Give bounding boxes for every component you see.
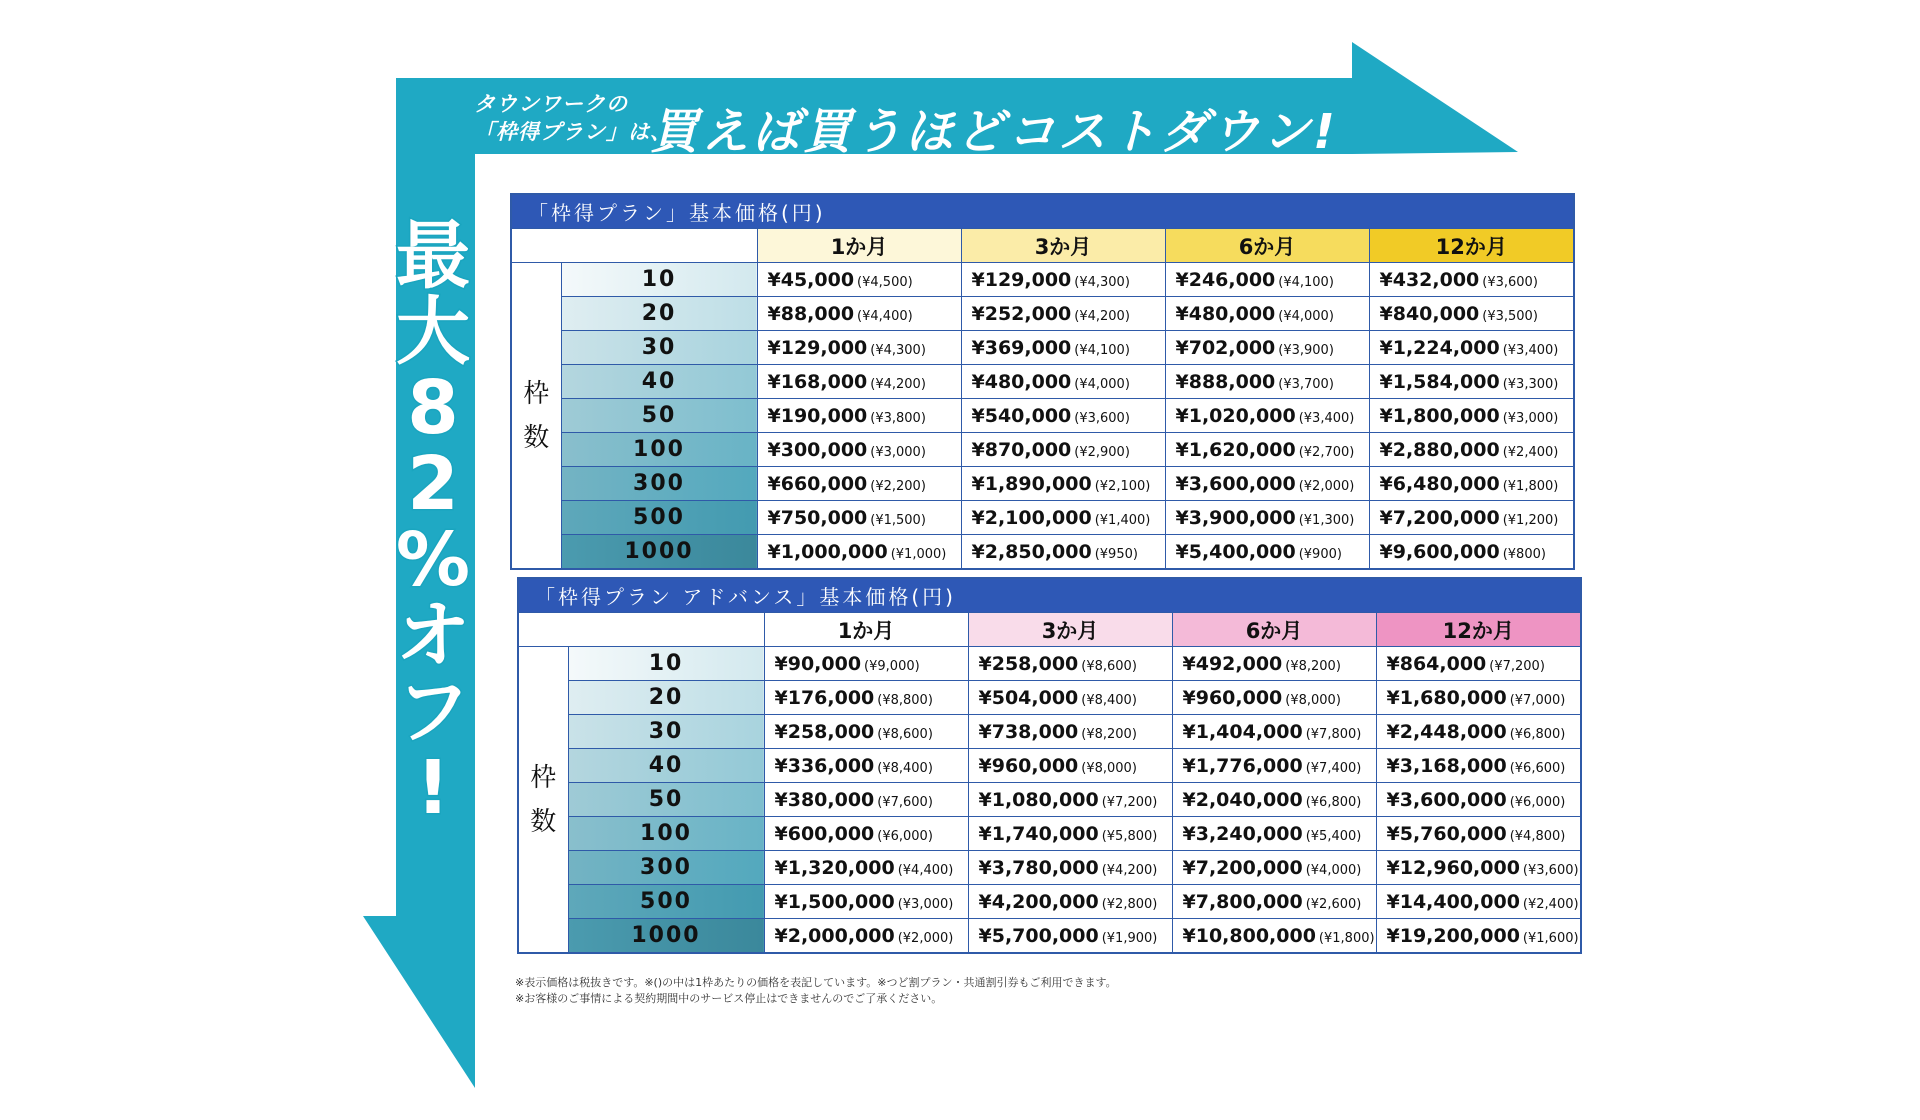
unit-price: (¥6,800) — [1305, 794, 1362, 810]
price-cell — [1172, 919, 1376, 954]
total-price: ¥888,000 — [1175, 370, 1276, 393]
price-cell — [757, 535, 961, 570]
slot-count: 30 — [561, 331, 757, 365]
total-price: ¥336,000 — [774, 754, 875, 777]
total-price: ¥3,600,000 — [1175, 472, 1296, 495]
unit-price: (¥2,600) — [1305, 896, 1362, 912]
price-cell — [1172, 681, 1376, 715]
unit-price: (¥3,800) — [870, 410, 926, 426]
unit-price: (¥4,300) — [870, 342, 926, 358]
price-cell — [1165, 501, 1369, 535]
header-blank — [518, 613, 764, 647]
total-price: ¥2,100,000 — [971, 506, 1092, 529]
price-cell — [968, 851, 1172, 885]
total-price: ¥3,168,000 — [1386, 754, 1507, 777]
table-row — [518, 851, 1581, 885]
unit-price: (¥8,400) — [877, 760, 933, 776]
unit-price: (¥5,800) — [1101, 828, 1158, 844]
total-price: ¥14,400,000 — [1386, 890, 1520, 913]
price-cell — [961, 365, 1165, 399]
price-cell — [1165, 535, 1369, 570]
unit-price: (¥2,000) — [1298, 478, 1355, 494]
price-cell — [1165, 365, 1369, 399]
price-cell — [764, 715, 968, 749]
price-cell — [1369, 399, 1574, 433]
unit-price: (¥2,400) — [1502, 444, 1559, 460]
total-price: ¥960,000 — [1182, 686, 1283, 709]
total-price: ¥480,000 — [1175, 302, 1276, 325]
total-price: ¥492,000 — [1182, 652, 1283, 675]
unit-price: (¥2,800) — [1101, 896, 1158, 912]
total-price: ¥258,000 — [978, 652, 1079, 675]
unit-price: (¥2,900) — [1074, 444, 1130, 460]
slogan-char: 8 — [407, 365, 459, 451]
unit-price: (¥2,200) — [870, 478, 926, 494]
price-cell — [968, 749, 1172, 783]
slogan-char: 大 — [396, 289, 470, 375]
price-cell — [968, 817, 1172, 851]
slot-count: 100 — [568, 817, 764, 851]
price-cell — [1165, 331, 1369, 365]
heading-plan-name: 「枠得プラン」は、 — [474, 120, 672, 144]
slot-count: 1000 — [568, 919, 764, 954]
total-price: ¥3,780,000 — [978, 856, 1099, 879]
slogan-char: ! — [416, 745, 450, 831]
price-cell — [1172, 851, 1376, 885]
unit-price: (¥7,400) — [1305, 760, 1362, 776]
slot-count-label-text: 枠数 — [530, 762, 557, 837]
price-cell — [1376, 749, 1581, 783]
unit-price: (¥3,600) — [1074, 410, 1130, 426]
total-price: ¥190,000 — [767, 404, 868, 427]
price-cell — [961, 433, 1165, 467]
unit-price: (¥5,400) — [1305, 828, 1362, 844]
slot-count: 50 — [568, 783, 764, 817]
unit-price: (¥4,800) — [1509, 828, 1566, 844]
total-price: ¥380,000 — [774, 788, 875, 811]
price-cell — [961, 331, 1165, 365]
price-cell — [1376, 647, 1581, 681]
unit-price: (¥2,700) — [1298, 444, 1355, 460]
total-price: ¥870,000 — [971, 438, 1072, 461]
total-price: ¥480,000 — [971, 370, 1072, 393]
total-price: ¥1,000,000 — [767, 540, 888, 563]
slot-count: 50 — [561, 399, 757, 433]
price-cell — [1376, 715, 1581, 749]
unit-price: (¥4,100) — [1278, 274, 1334, 290]
slot-count: 1000 — [561, 535, 757, 570]
total-price: ¥45,000 — [767, 268, 855, 291]
price-cell — [764, 919, 968, 954]
unit-price: (¥3,300) — [1502, 376, 1559, 392]
total-price: ¥1,584,000 — [1379, 370, 1500, 393]
slot-count: 300 — [561, 467, 757, 501]
table-row — [511, 433, 1574, 467]
unit-price: (¥4,400) — [897, 862, 954, 878]
total-price: ¥2,850,000 — [971, 540, 1092, 563]
slogan-char: フ — [396, 669, 470, 755]
total-price: ¥738,000 — [978, 720, 1079, 743]
price-cell — [1172, 885, 1376, 919]
unit-price: (¥8,000) — [1285, 692, 1341, 708]
total-price: ¥300,000 — [767, 438, 868, 461]
unit-price: (¥2,000) — [897, 930, 954, 946]
unit-price: (¥4,300) — [1074, 274, 1130, 290]
price-cell — [764, 647, 968, 681]
unit-price: (¥1,500) — [870, 512, 926, 528]
footnote-suspension: ※お客様のご事情による契約期間中のサービス停止はできませんのでご了承ください。 — [515, 992, 943, 1005]
total-price: ¥7,200,000 — [1182, 856, 1303, 879]
total-price: ¥432,000 — [1379, 268, 1480, 291]
total-price: ¥960,000 — [978, 754, 1079, 777]
price-cell — [1376, 681, 1581, 715]
unit-price: (¥2,100) — [1094, 478, 1151, 494]
slot-count: 500 — [561, 501, 757, 535]
unit-price: (¥4,200) — [1074, 308, 1130, 324]
slot-count-label — [518, 647, 568, 954]
standard-plan-table — [510, 193, 1575, 570]
unit-price: (¥4,000) — [1278, 308, 1334, 324]
price-cell — [961, 297, 1165, 331]
slogan-char: オ — [396, 593, 470, 679]
slot-count: 10 — [561, 263, 757, 297]
table-row — [511, 467, 1574, 501]
price-cell — [1172, 715, 1376, 749]
price-cell — [1376, 783, 1581, 817]
price-cell — [1369, 297, 1574, 331]
total-price: ¥10,800,000 — [1182, 924, 1316, 947]
total-price: ¥3,900,000 — [1175, 506, 1296, 529]
slot-count: 20 — [561, 297, 757, 331]
period-header-row — [511, 229, 1574, 263]
unit-price: (¥4,100) — [1074, 342, 1130, 358]
total-price: ¥369,000 — [971, 336, 1072, 359]
unit-price: (¥3,000) — [1502, 410, 1559, 426]
unit-price: (¥2,400) — [1522, 896, 1579, 912]
price-cell — [1369, 263, 1574, 297]
price-cell — [961, 535, 1165, 570]
unit-price: (¥8,200) — [1285, 658, 1341, 674]
slot-count-label-text: 枠数 — [523, 378, 550, 453]
price-cell — [961, 467, 1165, 501]
total-price: ¥129,000 — [767, 336, 868, 359]
total-price: ¥5,400,000 — [1175, 540, 1296, 563]
unit-price: (¥4,400) — [857, 308, 913, 324]
footnotes — [515, 975, 1117, 1007]
price-cell — [1369, 501, 1574, 535]
slot-count: 300 — [568, 851, 764, 885]
total-price: ¥540,000 — [971, 404, 1072, 427]
unit-price: (¥7,200) — [1101, 794, 1158, 810]
table-title: 「枠得プラン」基本価格(円) — [511, 194, 1574, 229]
price-cell — [961, 501, 1165, 535]
unit-price: (¥4,000) — [1074, 376, 1130, 392]
slogan-char: % — [395, 517, 471, 603]
heading-cost-down: 買えば買うほどコストダウン! — [650, 104, 1338, 160]
total-price: ¥258,000 — [774, 720, 875, 743]
total-price: ¥2,040,000 — [1182, 788, 1303, 811]
price-cell — [1369, 467, 1574, 501]
table-row — [511, 365, 1574, 399]
unit-price: (¥3,000) — [897, 896, 954, 912]
period-header: 6か月 — [1165, 229, 1369, 263]
total-price: ¥660,000 — [767, 472, 868, 495]
price-cell — [968, 885, 1172, 919]
period-header: 12か月 — [1376, 613, 1581, 647]
slot-count: 20 — [568, 681, 764, 715]
total-price: ¥1,320,000 — [774, 856, 895, 879]
total-price: ¥1,890,000 — [971, 472, 1092, 495]
price-cell — [757, 263, 961, 297]
price-cell — [1376, 885, 1581, 919]
total-price: ¥1,740,000 — [978, 822, 1099, 845]
total-price: ¥252,000 — [971, 302, 1072, 325]
unit-price: (¥4,200) — [870, 376, 926, 392]
unit-price: (¥6,000) — [1509, 794, 1566, 810]
total-price: ¥5,760,000 — [1386, 822, 1507, 845]
price-cell — [1165, 263, 1369, 297]
table-row — [518, 715, 1581, 749]
total-price: ¥1,680,000 — [1386, 686, 1507, 709]
total-price: ¥600,000 — [774, 822, 875, 845]
total-price: ¥1,404,000 — [1182, 720, 1303, 743]
price-cell — [764, 817, 968, 851]
total-price: ¥2,880,000 — [1379, 438, 1500, 461]
unit-price: (¥3,600) — [1522, 862, 1579, 878]
unit-price: (¥8,600) — [877, 726, 933, 742]
period-header: 6か月 — [1172, 613, 1376, 647]
table-row — [511, 501, 1574, 535]
price-cell — [1172, 817, 1376, 851]
price-cell — [1172, 783, 1376, 817]
table-title: 「枠得プラン アドバンス」基本価格(円) — [518, 578, 1581, 613]
price-cell — [757, 467, 961, 501]
period-header: 1か月 — [757, 229, 961, 263]
price-cell — [764, 681, 968, 715]
period-header: 3か月 — [961, 229, 1165, 263]
unit-price: (¥800) — [1502, 546, 1546, 562]
table-row — [518, 749, 1581, 783]
price-cell — [1165, 297, 1369, 331]
period-header: 3か月 — [968, 613, 1172, 647]
unit-price: (¥7,000) — [1509, 692, 1566, 708]
unit-price: (¥7,600) — [877, 794, 933, 810]
unit-price: (¥950) — [1094, 546, 1138, 562]
unit-price: (¥6,000) — [877, 828, 933, 844]
period-header: 12か月 — [1369, 229, 1574, 263]
total-price: ¥176,000 — [774, 686, 875, 709]
total-price: ¥1,020,000 — [1175, 404, 1296, 427]
unit-price: (¥1,000) — [890, 546, 947, 562]
total-price: ¥88,000 — [767, 302, 855, 325]
vertical-slogan — [378, 213, 488, 831]
total-price: ¥504,000 — [978, 686, 1079, 709]
total-price: ¥4,200,000 — [978, 890, 1099, 913]
unit-price: (¥8,000) — [1081, 760, 1137, 776]
slogan-char: 最 — [396, 213, 470, 299]
table-row — [518, 817, 1581, 851]
total-price: ¥246,000 — [1175, 268, 1276, 291]
unit-price: (¥8,200) — [1081, 726, 1137, 742]
table-row — [511, 263, 1574, 297]
total-price: ¥1,620,000 — [1175, 438, 1296, 461]
unit-price: (¥3,500) — [1482, 308, 1538, 324]
total-price: ¥1,500,000 — [774, 890, 895, 913]
unit-price: (¥1,800) — [1318, 930, 1375, 946]
slot-count-label — [511, 263, 561, 570]
slogan-char: 2 — [407, 441, 459, 527]
table-row — [511, 297, 1574, 331]
unit-price: (¥1,600) — [1522, 930, 1579, 946]
unit-price: (¥3,700) — [1278, 376, 1334, 392]
price-cell — [1369, 331, 1574, 365]
unit-price: (¥8,400) — [1081, 692, 1137, 708]
total-price: ¥750,000 — [767, 506, 868, 529]
unit-price: (¥8,800) — [877, 692, 933, 708]
price-cell — [1376, 919, 1581, 954]
unit-price: (¥3,000) — [870, 444, 926, 460]
slot-count: 30 — [568, 715, 764, 749]
price-cell — [968, 919, 1172, 954]
table-row — [518, 783, 1581, 817]
total-price: ¥2,448,000 — [1386, 720, 1507, 743]
price-cell — [757, 399, 961, 433]
table-row — [511, 535, 1574, 570]
total-price: ¥90,000 — [774, 652, 862, 675]
unit-price: (¥7,800) — [1305, 726, 1362, 742]
total-price: ¥19,200,000 — [1386, 924, 1520, 947]
unit-price: (¥4,500) — [857, 274, 913, 290]
unit-price: (¥1,300) — [1298, 512, 1355, 528]
unit-price: (¥1,800) — [1502, 478, 1559, 494]
price-cell — [1376, 817, 1581, 851]
price-cell — [1369, 433, 1574, 467]
total-price: ¥2,000,000 — [774, 924, 895, 947]
price-cell — [1369, 535, 1574, 570]
price-cell — [1165, 467, 1369, 501]
price-cell — [757, 365, 961, 399]
unit-price: (¥1,400) — [1094, 512, 1151, 528]
price-cell — [1172, 749, 1376, 783]
price-cell — [764, 885, 968, 919]
period-header: 1か月 — [764, 613, 968, 647]
price-cell — [961, 399, 1165, 433]
total-price: ¥3,240,000 — [1182, 822, 1303, 845]
price-cell — [1369, 365, 1574, 399]
price-cell — [968, 647, 1172, 681]
total-price: ¥5,700,000 — [978, 924, 1099, 947]
unit-price: (¥4,200) — [1101, 862, 1158, 878]
price-cell — [1165, 433, 1369, 467]
price-cell — [764, 851, 968, 885]
unit-price: (¥900) — [1298, 546, 1342, 562]
unit-price: (¥7,200) — [1489, 658, 1545, 674]
total-price: ¥1,776,000 — [1182, 754, 1303, 777]
price-cell — [961, 263, 1165, 297]
total-price: ¥1,800,000 — [1379, 404, 1500, 427]
unit-price: (¥8,600) — [1081, 658, 1137, 674]
price-cell — [764, 783, 968, 817]
price-cell — [968, 715, 1172, 749]
price-cell — [1165, 399, 1369, 433]
unit-price: (¥3,400) — [1502, 342, 1559, 358]
total-price: ¥3,600,000 — [1386, 788, 1507, 811]
total-price: ¥6,480,000 — [1379, 472, 1500, 495]
slot-count: 40 — [561, 365, 757, 399]
slot-count: 500 — [568, 885, 764, 919]
table-row — [511, 331, 1574, 365]
slot-count: 10 — [568, 647, 764, 681]
header-blank — [511, 229, 757, 263]
table-row — [518, 681, 1581, 715]
total-price: ¥9,600,000 — [1379, 540, 1500, 563]
price-cell — [757, 501, 961, 535]
total-price: ¥1,224,000 — [1379, 336, 1500, 359]
table-row — [518, 885, 1581, 919]
price-cell — [757, 331, 961, 365]
total-price: ¥12,960,000 — [1386, 856, 1520, 879]
unit-price: (¥3,600) — [1482, 274, 1538, 290]
unit-price: (¥9,000) — [864, 658, 920, 674]
period-header-row — [518, 613, 1581, 647]
slot-count: 100 — [561, 433, 757, 467]
slot-count: 40 — [568, 749, 764, 783]
price-cell — [1172, 647, 1376, 681]
total-price: ¥168,000 — [767, 370, 868, 393]
unit-price: (¥3,400) — [1298, 410, 1355, 426]
footnote-tax: ※表示価格は税抜きです。※()の中は1枠あたりの価格を表記しています。※つど割プラン・共通割引券もご利用できます。 — [515, 976, 1117, 989]
total-price: ¥702,000 — [1175, 336, 1276, 359]
total-price: ¥129,000 — [971, 268, 1072, 291]
price-cell — [764, 749, 968, 783]
unit-price: (¥1,200) — [1502, 512, 1559, 528]
table-row — [518, 647, 1581, 681]
unit-price: (¥6,600) — [1509, 760, 1566, 776]
price-cell — [968, 783, 1172, 817]
price-cell — [1376, 851, 1581, 885]
table-row — [511, 399, 1574, 433]
total-price: ¥7,200,000 — [1379, 506, 1500, 529]
unit-price: (¥6,800) — [1509, 726, 1566, 742]
heading-townwork: タウンワークの — [474, 92, 628, 116]
unit-price: (¥3,900) — [1278, 342, 1334, 358]
price-cell — [968, 681, 1172, 715]
unit-price: (¥4,000) — [1305, 862, 1362, 878]
unit-price: (¥1,900) — [1101, 930, 1158, 946]
total-price: ¥7,800,000 — [1182, 890, 1303, 913]
total-price: ¥840,000 — [1379, 302, 1480, 325]
advance-plan-table — [517, 577, 1582, 954]
total-price: ¥1,080,000 — [978, 788, 1099, 811]
table-row — [518, 919, 1581, 954]
price-cell — [757, 433, 961, 467]
title-row — [511, 194, 1574, 229]
title-row — [518, 578, 1581, 613]
price-cell — [757, 297, 961, 331]
total-price: ¥864,000 — [1386, 652, 1487, 675]
